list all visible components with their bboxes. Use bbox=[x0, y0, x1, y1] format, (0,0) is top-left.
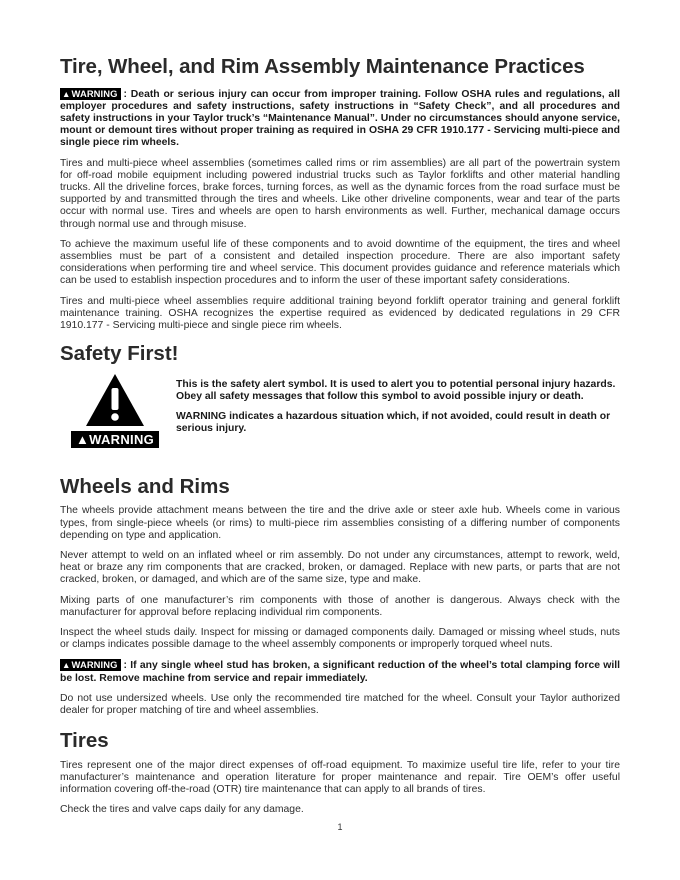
document-page bbox=[60, 55, 620, 825]
tires-paragraph: Tires represent one of the major direct expenses of off-road equipment. To maximize useful tire life, refer to your tire manufacturer’s maintenance and operation literature for proper maintenance and repair. Tire OEM’s offer useful information covering off-the-road (OTR) tire maintenance that can apply to all brands of tires. bbox=[60, 759, 620, 796]
warning-signal-word bbox=[71, 431, 159, 448]
warning-triangle-icon: ▲ bbox=[62, 660, 71, 671]
warning-badge bbox=[60, 659, 121, 671]
wheels-warning-text: : If any single wheel stud has broken, a significant reduction of the wheel’s total clamping force will be lost. Remove machine from service and repair immediately. bbox=[60, 660, 620, 684]
page-number: 1 bbox=[337, 822, 343, 832]
wheels-paragraph: Inspect the wheel studs daily. Inspect for missing or damaged components daily. Damaged or missing wheel studs, nuts or clamps indicates possible damage to the wheel assembly components or improperly torqued wheel nuts. bbox=[60, 627, 620, 651]
wheels-paragraph: Mixing parts of one manufacturer’s rim components with those of another is dangerous. Always check with the manufacturer for approval before replacing individual rim components. bbox=[60, 594, 620, 618]
warning-triangle-icon: ▲ bbox=[75, 431, 90, 447]
wheels-paragraph: Never attempt to weld on an inflated wheel or rim assembly. Do not under any circumstances, attempt to rework, weld, heat or braze any rim components that are cracked, broken, or damaged. Replace with new parts, or parts that are not cracked, broken, or damaged, and which are of the same size, type and make. bbox=[60, 550, 620, 586]
warning-description: WARNING indicates a hazardous situation which, if not avoided, could result in death or serious injury. bbox=[176, 411, 611, 435]
section-heading-safety: Safety First! bbox=[60, 342, 179, 366]
intro-warning-paragraph bbox=[60, 88, 620, 150]
warning-signal-word-label: WARNING bbox=[89, 431, 155, 447]
safety-alert-triangle-icon bbox=[85, 373, 145, 427]
intro-paragraph: Tires and multi-piece wheel assemblies (sometimes called rims or rim assemblies) are all part of the powertrain system for off-road mobile equipment including powered industrial trucks such as Taylor forklifts and other material handling trucks. All the driveline forces, brake forces, turning forces, as well as the dynamic forces from the road surface must be supported by and transmitted through the tires and wheels. Like other driveline components, wear and tear of the parts occur with normal use. Tires and wheels are open to harsh environments as well. Further, mechanical damage occurs through normal use and through misuse. bbox=[60, 157, 620, 230]
intro-paragraph: Tires and multi-piece wheel assemblies require additional training beyond forklift operator training and general forklift maintenance training. OSHA recognizes the expertise required as evidenced by dedicated regulations in 29 CFR 1910.177 - Servicing multi-piece and single piece rim wheels. bbox=[60, 295, 620, 332]
alert-symbol-description: This is the safety alert symbol. It is used to alert you to potential personal injury hazards. Obey all safety messages that follow this symbol to avoid possible injury or death. bbox=[176, 378, 616, 403]
warning-badge-label: WARNING bbox=[71, 659, 118, 671]
safety-block bbox=[60, 373, 620, 469]
safety-symbol bbox=[70, 373, 160, 448]
section-heading-tires: Tires bbox=[60, 729, 109, 753]
section-heading-wheels: Wheels and Rims bbox=[60, 474, 230, 498]
intro-paragraph: To achieve the maximum useful life of these components and to avoid downtime of the equipment, the tires and wheel assemblies must be part of a consistent and detailed inspection procedure. There are also important safety considerations when performing tire and wheel service. This document provides guidance and reference materials which can be used to establish inspection procedures and to inform the user of these important safety considerations. bbox=[60, 238, 620, 287]
warning-badge-label: WARNING bbox=[71, 87, 118, 99]
intro-warning-text: : Death or serious injury can occur from improper training. Follow OSHA rules and regulations, all employer procedures and safety instructions, safety instructions in “Safety Check”, and all procedures and safety instructions in your Taylor truck’s “Maintenance Manual”. Under no circumstances should anyone service, mount or demount tires without proper training as required in OSHA 29 CFR 1910.177 - Servicing multi-piece and single piece rim wheels. bbox=[60, 88, 620, 149]
wheels-paragraph: The wheels provide attachment means between the tire and the drive axle or steer axle hub. Wheels come in various types, from single-piece wheels (or rims) to multi-piece rim assemblies consisting of a differing number of components depending on type and application. bbox=[60, 505, 620, 541]
warning-badge bbox=[60, 88, 121, 100]
page-title: Tire, Wheel, and Rim Assembly Maintenance Practices bbox=[60, 55, 585, 78]
wheels-warning-paragraph bbox=[60, 659, 620, 684]
safety-text bbox=[176, 379, 616, 444]
wheels-paragraph: Do not use undersized wheels. Use only the recommended tire matched for the wheel. Consult your Taylor authorized dealer for proper matching of tire and wheel assemblies. bbox=[60, 692, 620, 717]
tires-paragraph: Check the tires and valve caps daily for any damage. bbox=[60, 804, 304, 816]
warning-triangle-icon: ▲ bbox=[62, 88, 71, 99]
